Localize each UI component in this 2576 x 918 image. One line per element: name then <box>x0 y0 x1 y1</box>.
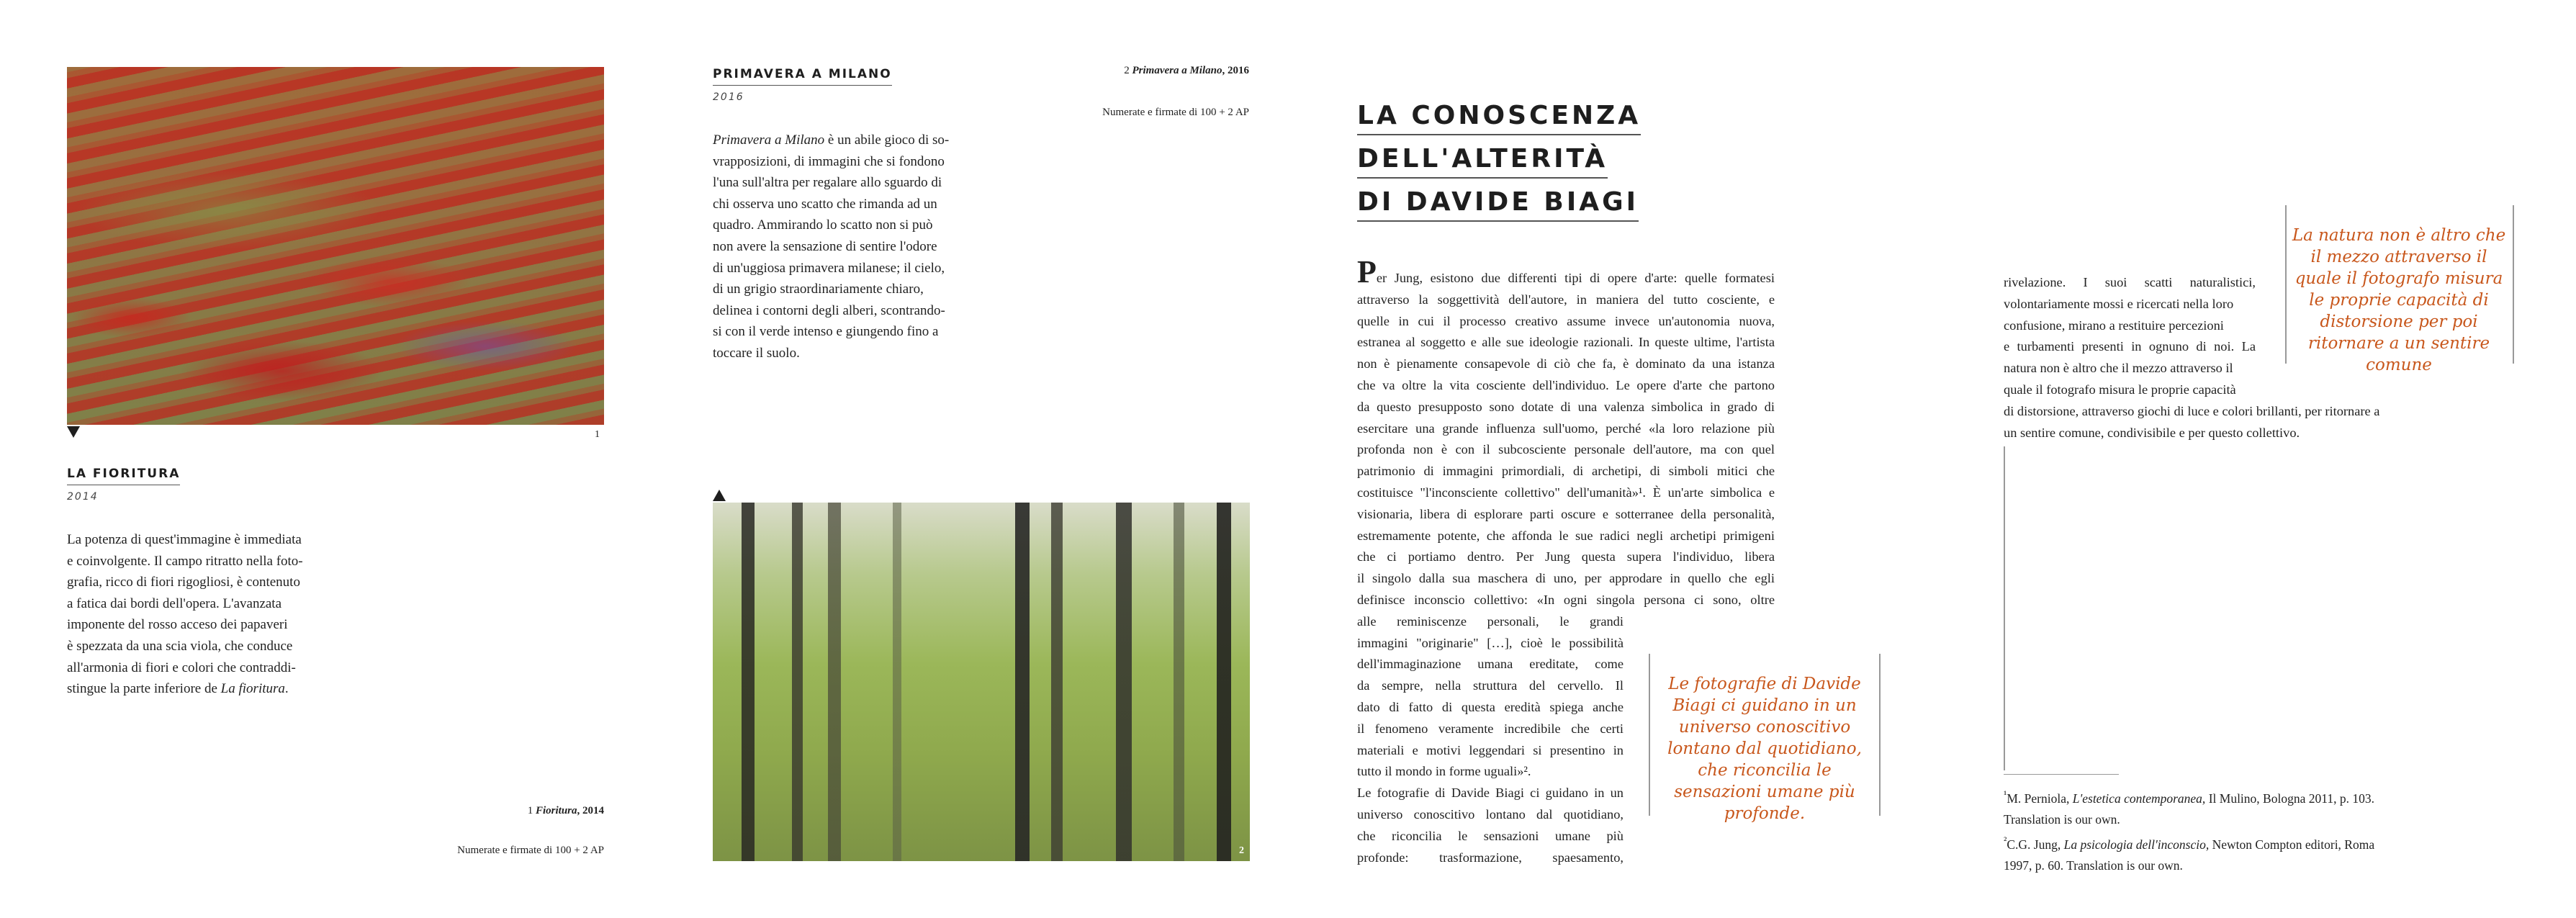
primavera-description: Primavera a Milano è un abile gioco di so- vrapposizioni, di immagini che si fondono l'una sull'altra per regalare allo sguardo di chi osserva uno scatto che rimanda ad un quadro. Ammirando lo scatto non si può non avere la sensazione di sentire l'odore di un'uggiosa primavera milanese; il cielo, di un grigio straordinariamente chiaro, delinea i contorni degli alberi, scontrando- si con il verde intenso e giungendo fino a toccare il suolo. <box>713 132 950 361</box>
article-title: LA CONOSCENZA DELL'ALTERITÀ DI DAVIDE BIAGI <box>1357 101 1641 222</box>
footnotes <box>2004 785 2374 877</box>
footnote-2: $^{^2}$C.G. Jung, La psicologia dell'inconscio, Newton Compton editori, Roma <box>2004 835 2375 852</box>
essay-column-right: rivelazione. I suoi scatti naturalistici, volontariamente mossi e ricercati nella loro confusione, mirano a restituire percezioni e turbamenti presenti in ognuno di noi. La natura non è altro che il mezzo attraverso il quale il fotografo misura le proprie capacità di distorsione, attraverso giochi di luce e colori brillanti, per ritornare a un sentire comune, condivisibile e per questo collettivo. <box>2004 275 2380 440</box>
section-title: PRIMAVERA A MILANO <box>713 67 892 86</box>
section-heading-primavera <box>713 67 892 103</box>
photo-page-number: 1 <box>595 429 600 440</box>
photo-marker-triangle-icon <box>67 426 80 438</box>
column-rule <box>2004 446 2005 770</box>
footnote-1-cont: Translation is our own. <box>2004 812 2120 827</box>
quote-rule-right <box>1879 654 1881 816</box>
footnote-2-cont: 1997, p. 60. Translation is our own. <box>2004 858 2183 873</box>
quote-rule-right <box>2513 205 2514 364</box>
poppy-field-photo <box>67 67 604 425</box>
footnote-rule <box>2004 774 2119 775</box>
photo-marker-triangle-icon <box>713 490 726 501</box>
section-title: LA FIORITURA <box>67 467 180 485</box>
pull-quote-natura: La natura non è altro che il mezzo attraverso il quale il fotografo misura le proprie capacità di distorsione per poi ritornare a un sentire comune <box>2292 226 2506 374</box>
section-year: 2014 <box>67 491 99 503</box>
section-heading-fioritura <box>67 467 180 503</box>
footnote-1: $^{^1}$M. Perniola, L'estetica contemporanea, Il Mulino, Bologna 2011, p. 103. <box>2004 789 2374 806</box>
forest-photo <box>713 503 1250 861</box>
quote-rule-left <box>1649 654 1650 816</box>
fioritura-edition-note: Numerate e firmate di 100 + 2 AP <box>457 845 604 856</box>
drop-cap: P <box>1357 254 1377 289</box>
photo-number: 2 <box>1239 845 1244 856</box>
primavera-edition-note: Numerate e firmate di 100 + 2 AP <box>1102 107 1249 118</box>
fioritura-description: La potenza di quest'immagine è immediata e coinvolgente. Il campo ritratto nella foto- grafia, ricco di fiori rigogliosi, è contenuto a fatica dai bordi dell'opera. L'avanzata imponente del rosso acceso dei papaveri è spezzata da una scia viola, che conduce all'armonia di fiori e colori che contraddi- stingue la parte inferiore de La fioritura. <box>67 532 303 697</box>
section-year: 2016 <box>713 91 744 103</box>
fioritura-caption: 1 Fioritura, 2014 <box>527 805 604 816</box>
essay-column-left: Per Jung, esistono due differenti tipi di opere d'arte: quelle formatesi attraverso la soggettività dell'autore, in maniera del tutto cosciente, e quelle in cui il processo creativo assume invece un'autonomia nuova, estranea al soggetto e alle sue ideologie razionali. In queste ultime, l'artista non è pienamente consapevole di ciò che fa, è dominato da una istanza che va oltre la vita cosciente dell'individuo. Le opere d'arte che partono da questo presupposto sono dotate di una valenza simbolica in grado di esercitare una grande influenza sull'uomo, perché «la loro relazione più profonda non è con il subcosciente personale dell'autore, ma con quel patrimonio di immagini primordiali, di archetipi, di simboli mitici che costituisce "l'inconsciente collettivo" dell'umanità»¹. È un'arte simbolica e visionaria, libera di esplorare parti oscure e sotterranee della personalità, estremamente potente, che affonda le sue radici negli archetipi primigeni che ci portiamo dentro. Per Jung questa supera l'individuo, libera il singolo dalla sua maschera di uno, per approdare in quello che egli definisce inconscio collettivo: «In ogni singola persona ci sono, oltre alle reminiscenze personali, le grandi immagini "originarie" […], cioè le possibilità dell'immaginazione umana ereditate, come da sempre, nella struttura del cervello. Il dato di fatto di questa eredità spiega anche il fenomeno veramente incredibile che certi materiali e motivi leggendari si presentino in tutto il mondo in forme uguali»². Le fotografie di Davide Biagi ci guidano in un universo conoscitivo lontano dal quotidiano, che riconcilia le sensazioni umane più profonde: trasformazione, spaesamento, <box>1357 254 1775 865</box>
pull-quote-biagi: Le fotografie di Davide Biagi ci guidano in un universo conoscitivo lontano dal quotidiano, che riconcilia le sensazioni umane più profonde. <box>1667 675 1862 823</box>
primavera-caption: 2 Primavera a Milano, 2016 <box>1124 65 1249 76</box>
